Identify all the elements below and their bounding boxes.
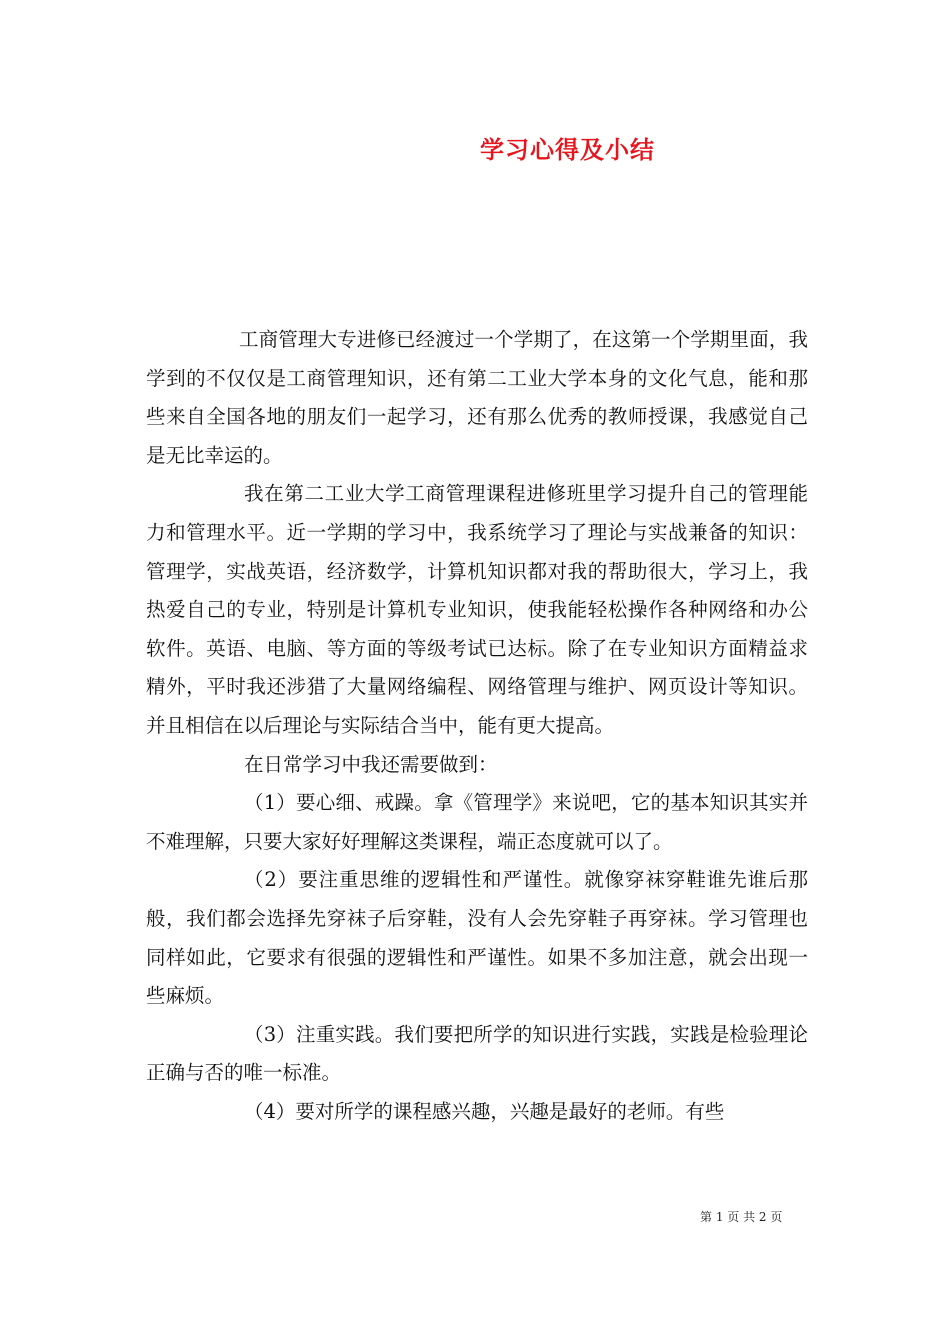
list-item-3: （3）注重实践。我们要把所学的知识进行实践，实践是检验理论正确与否的唯一标准。 (146, 1022, 808, 1085)
page-title: 学习心得及小结 (480, 135, 655, 164)
document-body (146, 321, 808, 1131)
page-number-footer: 第 1 页 共 2 页 (700, 1210, 783, 1224)
paragraph-needs: 在日常学习中我还需要做到： (244, 752, 498, 776)
paragraph-intro: 工商管理大专进修已经渡过一个学期了，在这第一个学期里面，我学到的不仅仅是工商管理知识，还有第二工业大学本身的文化气息，能和那些来自全国各地的朋友们一起学习，还有那么优秀的教师授课，我感觉自己是无比幸运的。 (146, 328, 808, 467)
list-item-4: （4）要对所学的课程感兴趣，兴趣是最好的老师。有些 (244, 1099, 725, 1123)
paragraph-study: 我在第二工业大学工商管理课程进修班里学习提升自己的管理能力和管理水平。近一学期的学习中，我系统学习了理论与实战兼备的知识：管理学，实战英语，经济数学，计算机知识都对我的帮助很大，学习上，我热爱自己的专业，特别是计算机专业知识，使我能轻松操作各种网络和办公软件。英语、电脑、等方面的等级考试已达标。除了在专业知识方面精益求精外，平时我还涉猎了大量网络编程、网络管理与维护、网页设计等知识。并且相信在以后理论与实际结合当中，能有更大提高。 (146, 482, 808, 737)
list-item-1: （1）要心细、戒躁。拿《管理学》来说吧，它的基本知识其实并不难理解，只要大家好好理解这类课程，端正态度就可以了。 (146, 791, 808, 853)
list-item-2: （2）要注重思维的逻辑性和严谨性。就像穿袜穿鞋谁先谁后那般，我们都会选择先穿袜子后穿鞋，没有人会先穿鞋子再穿袜。学习管理也同样如此，它要求有很强的逻辑性和严谨性。如果不多加注意，就会出现一些麻烦。 (146, 868, 808, 1008)
